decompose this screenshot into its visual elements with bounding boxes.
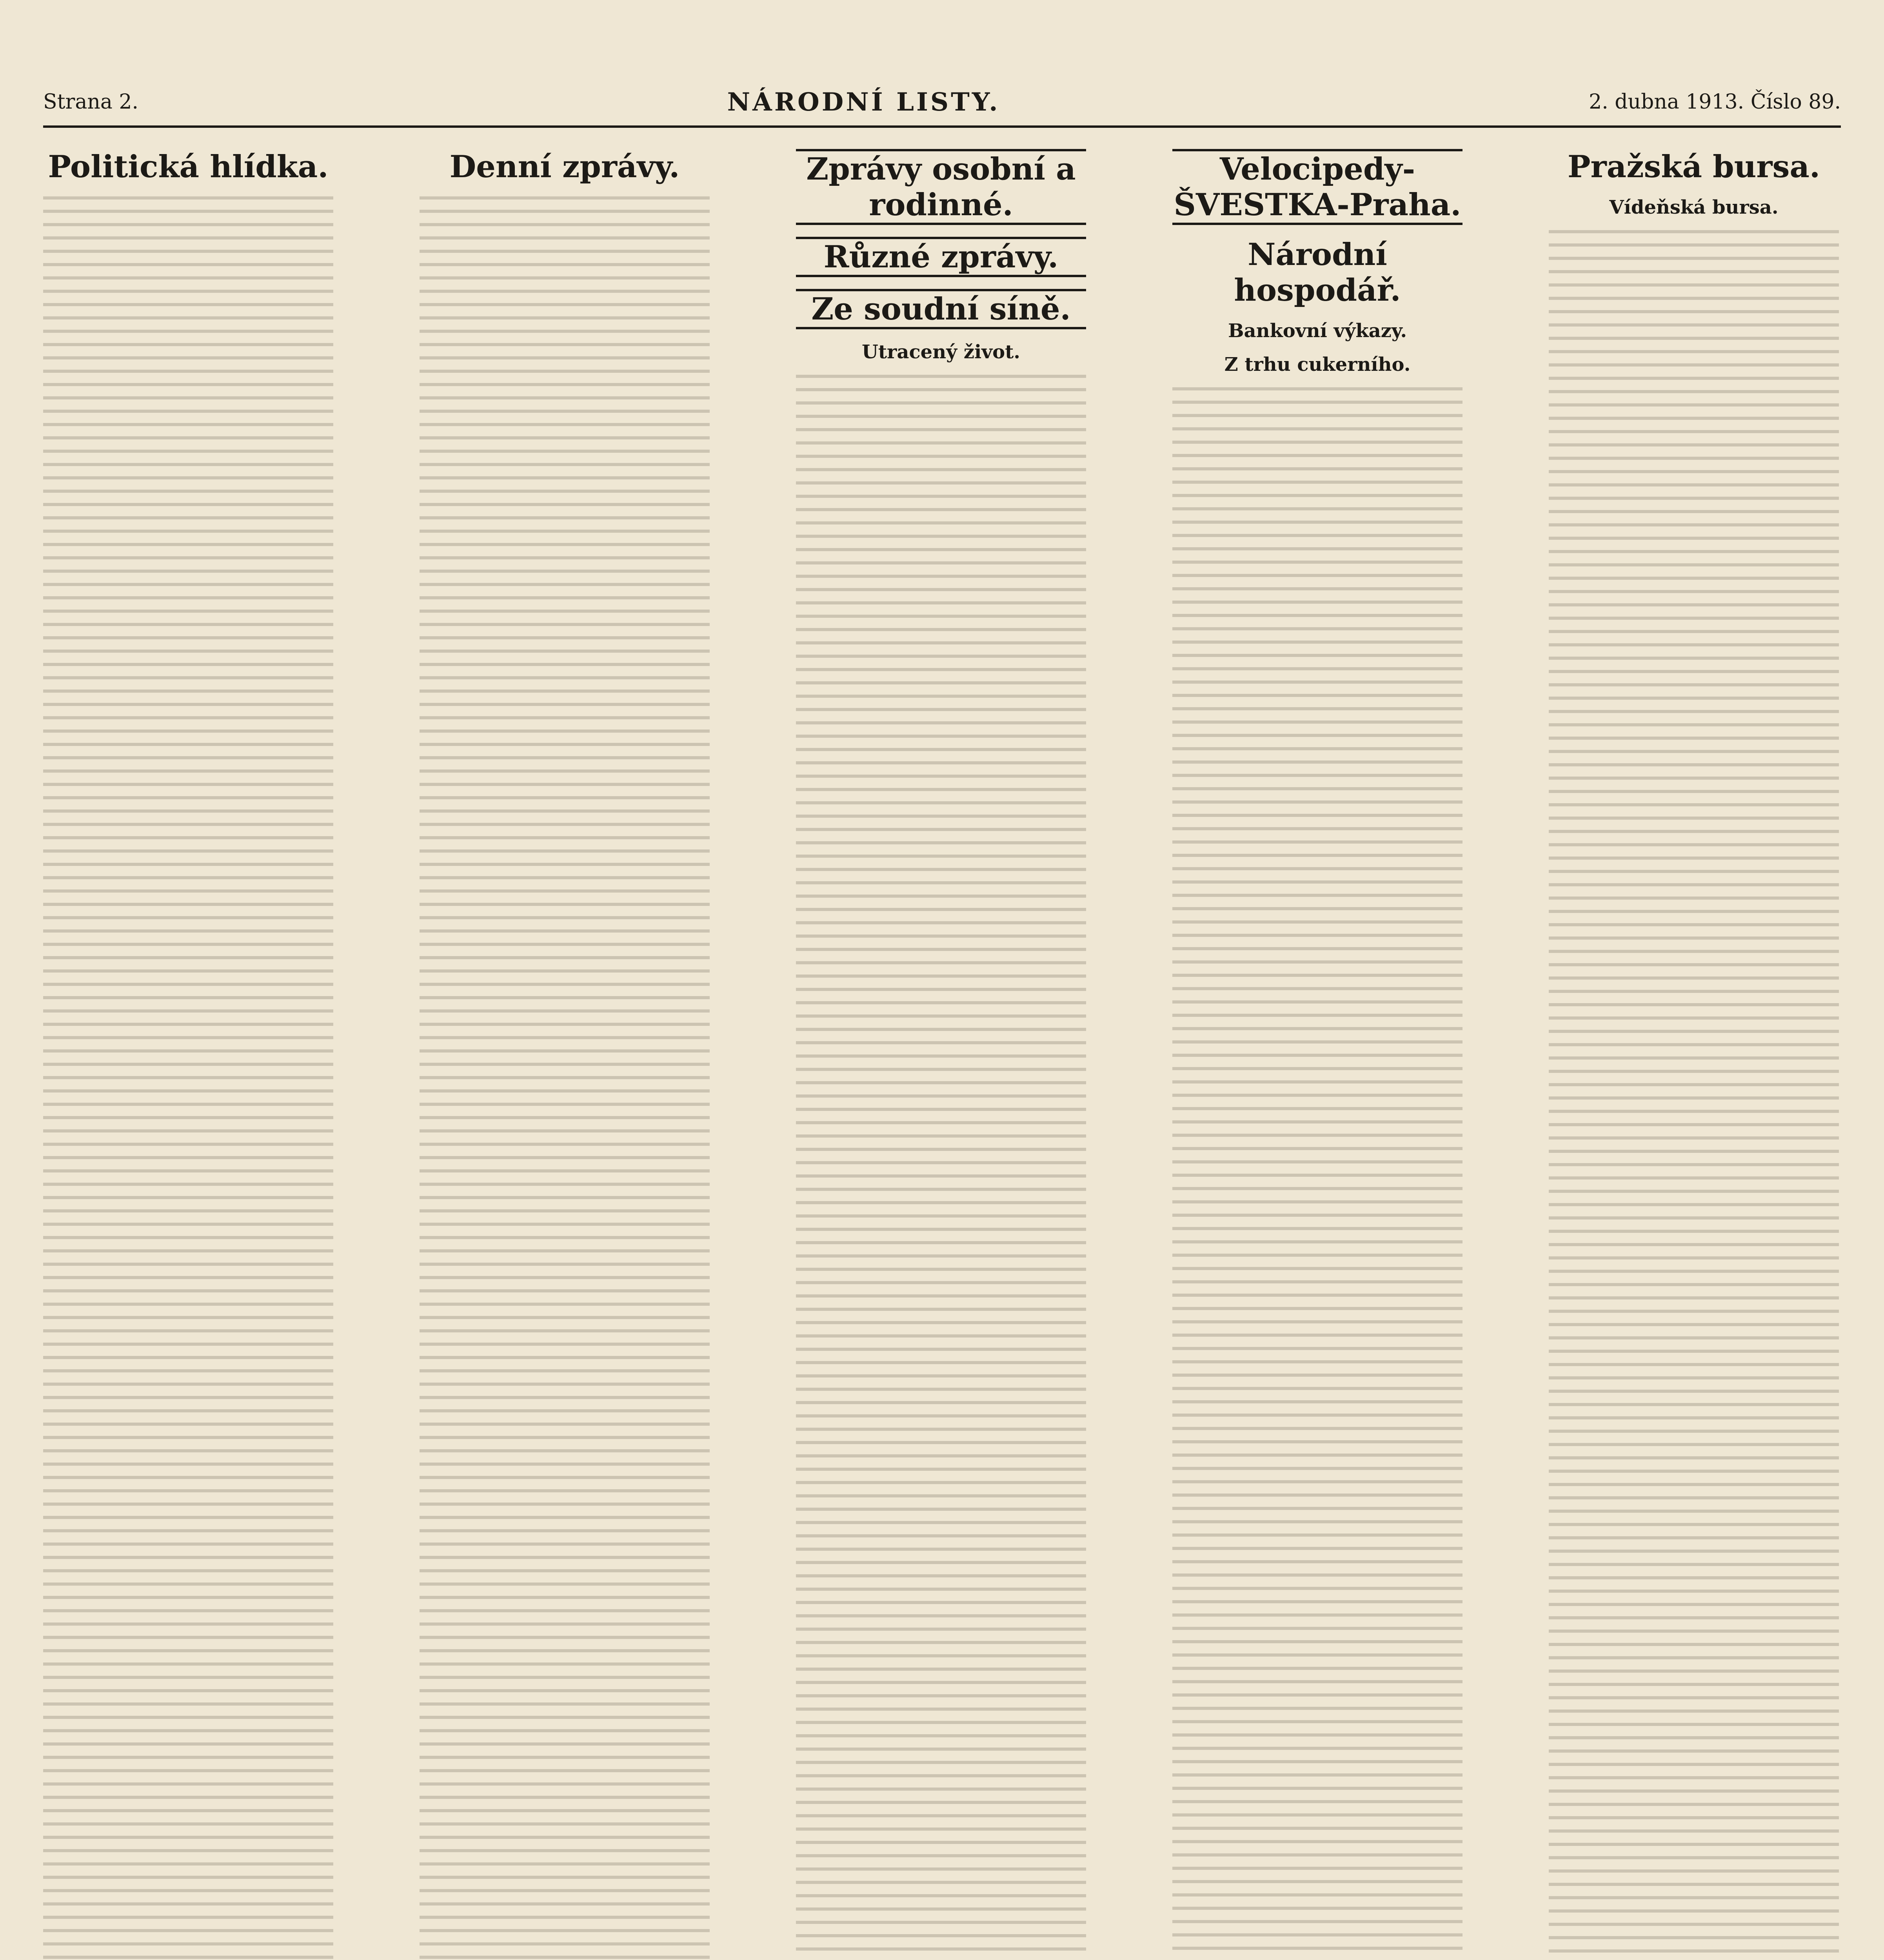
body-text-placeholder [1549, 230, 1839, 1960]
article-subheading: Vídeňská bursa. [1609, 196, 1779, 218]
section-heading: Zprávy osobní a rodinné. [796, 149, 1086, 225]
section-heading: Různé zprávy. [796, 237, 1086, 277]
body-text-placeholder [43, 196, 333, 1960]
body-text-placeholder [420, 196, 710, 1960]
section-heading: Politická hlídka. [48, 149, 329, 185]
section-heading: Ze soudní síně. [796, 289, 1086, 329]
page-number: Strana 2. [43, 90, 139, 114]
advertisement: Velocipedy-ŠVESTKA-Praha. [1172, 149, 1463, 225]
newspaper-page [43, 78, 1841, 1960]
masthead [43, 78, 1841, 128]
article-subheading: Bankovní výkazy. [1228, 320, 1407, 342]
section-heading: Pražská bursa. [1567, 149, 1820, 185]
column-2 [420, 137, 710, 1960]
column-5 [1549, 137, 1839, 1960]
article-subheading: Z trhu cukerního. [1224, 354, 1411, 376]
article-subheading: Utracený život. [862, 341, 1020, 363]
newspaper-title: NÁRODNÍ LISTY. [727, 87, 1000, 117]
column-1 [43, 137, 333, 1960]
body-text-placeholder [1172, 387, 1463, 1960]
column-3 [796, 137, 1086, 1960]
body-text-placeholder [796, 375, 1086, 1960]
column-4 [1172, 137, 1463, 1960]
section-heading: Národní hospodář. [1234, 237, 1401, 308]
section-heading: Denní zprávy. [449, 149, 680, 185]
issue-date: 2. dubna 1913. Číslo 89. [1589, 90, 1841, 114]
